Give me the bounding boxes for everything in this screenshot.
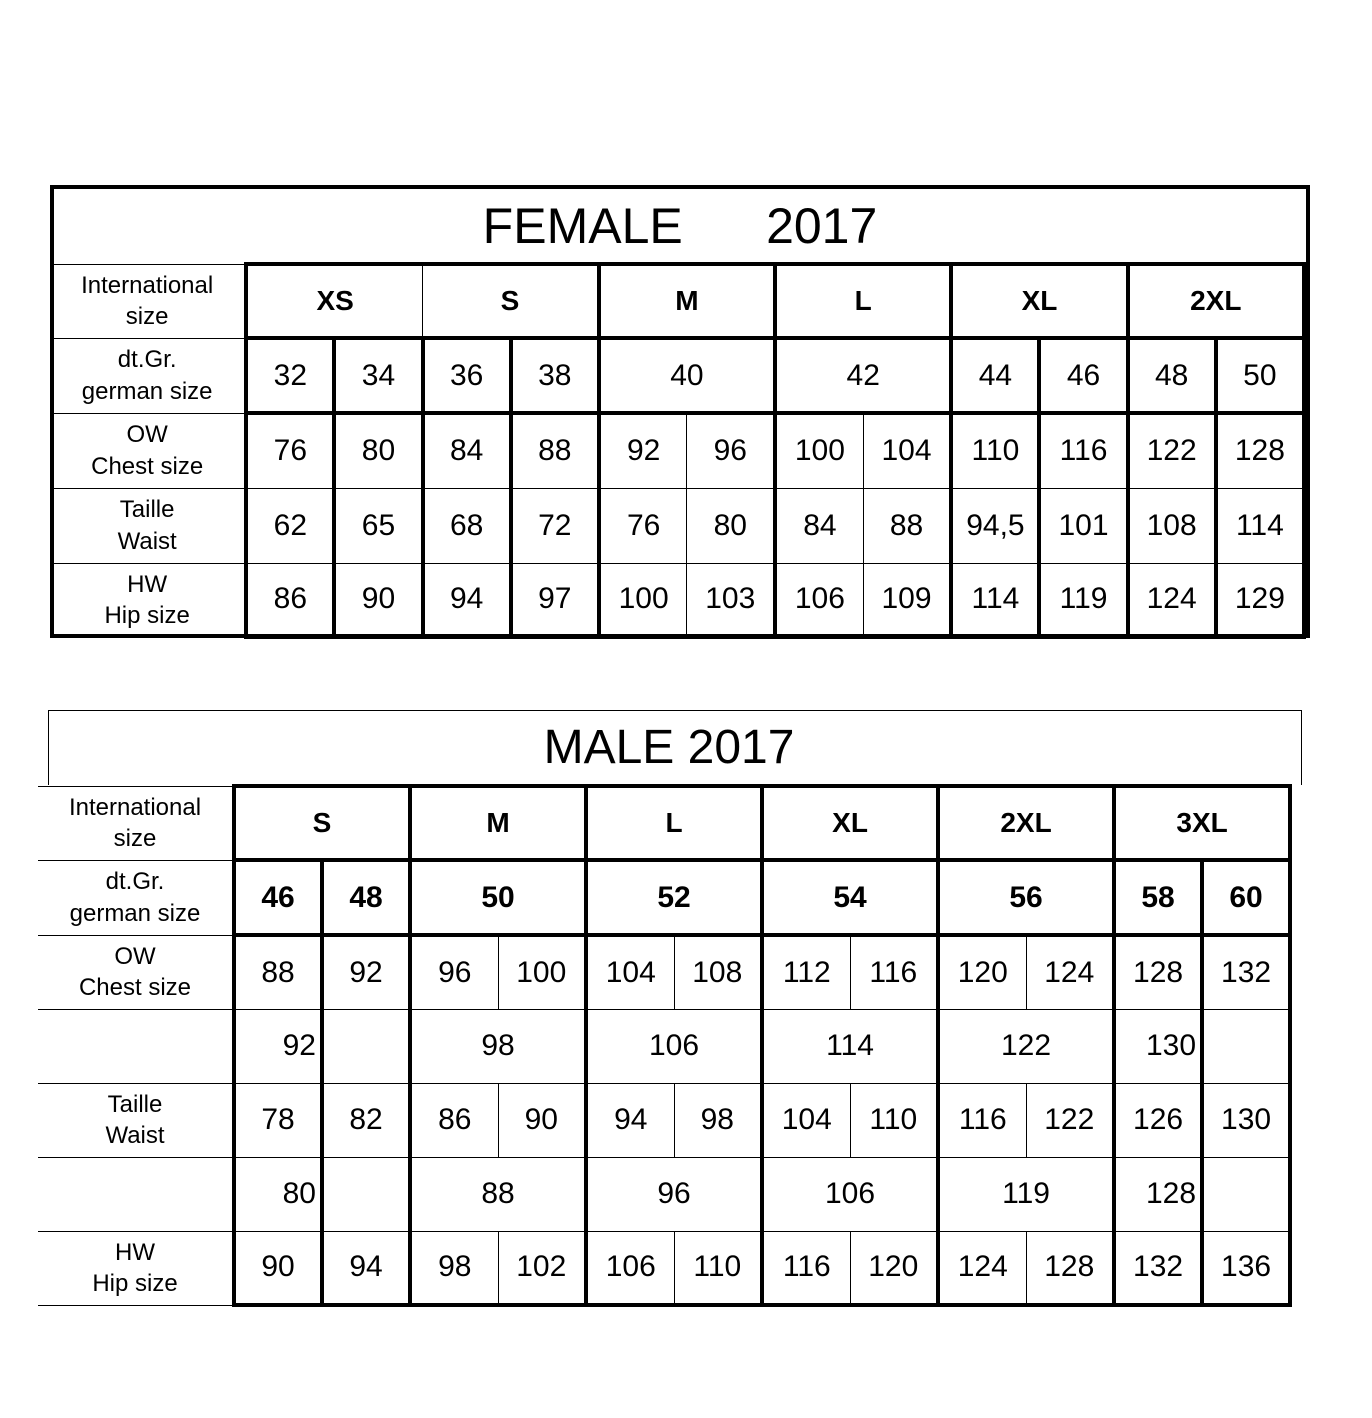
female-hip-cell: 106 xyxy=(775,563,863,637)
male-row-chest xyxy=(38,935,1290,1009)
male-intl-size: L xyxy=(586,786,762,860)
male-intl-size: XL xyxy=(762,786,938,860)
male-label-empty xyxy=(38,1009,234,1083)
male-chest-average: 114 xyxy=(762,1009,938,1083)
female-waist-cell: 72 xyxy=(511,488,599,563)
male-waist-average: 80 xyxy=(234,1157,322,1231)
male-chest-average: 122 xyxy=(938,1009,1114,1083)
male-label-hip: HW Hip size xyxy=(38,1231,234,1305)
male-waist-average: 96 xyxy=(586,1157,762,1231)
female-chest-cell: 80 xyxy=(334,413,422,488)
female-chest-cell: 88 xyxy=(511,413,599,488)
male-chest-average: 92 xyxy=(234,1009,322,1083)
male-label-waist: Taille Waist xyxy=(38,1083,234,1157)
female-row-hip xyxy=(50,563,1304,637)
male-row-waist xyxy=(38,1083,1290,1157)
male-hip-cell: 116 xyxy=(762,1231,850,1305)
female-intl-size: L xyxy=(775,264,951,338)
male-chest-cell: 108 xyxy=(674,935,762,1009)
male-german-size: 56 xyxy=(938,860,1114,935)
male-hip-cell: 94 xyxy=(322,1231,410,1305)
female-german-size: 32 xyxy=(246,338,334,413)
female-hip-cell: 124 xyxy=(1128,563,1216,637)
male-waist-cell: 130 xyxy=(1202,1083,1290,1157)
male-chest-average: 130 xyxy=(1114,1009,1202,1083)
male-hip-cell: 136 xyxy=(1202,1231,1290,1305)
female-german-size: 38 xyxy=(511,338,599,413)
female-row-international xyxy=(50,264,1304,338)
male-size-chart xyxy=(38,710,1300,1308)
female-waist-cell: 80 xyxy=(687,488,775,563)
female-waist-cell: 94,5 xyxy=(951,488,1039,563)
male-chest-cell: 124 xyxy=(1026,935,1114,1009)
male-intl-size: S xyxy=(234,786,410,860)
female-chest-cell: 84 xyxy=(423,413,511,488)
male-waist-cell: 82 xyxy=(322,1083,410,1157)
female-intl-size: S xyxy=(423,264,599,338)
female-intl-size: XS xyxy=(246,264,422,338)
male-waist-cell: 78 xyxy=(234,1083,322,1157)
female-german-size: 50 xyxy=(1216,338,1304,413)
female-hip-cell: 86 xyxy=(246,563,334,637)
female-german-size: 40 xyxy=(599,338,775,413)
male-label-chest: OW Chest size xyxy=(38,935,234,1009)
male-hip-cell: 102 xyxy=(498,1231,586,1305)
male-waist-cell: 94 xyxy=(586,1083,674,1157)
male-german-size: 46 xyxy=(234,860,322,935)
male-chest-cell: 132 xyxy=(1202,935,1290,1009)
female-label-waist: Taille Waist xyxy=(50,488,246,563)
female-hip-cell: 109 xyxy=(863,563,951,637)
male-row-hip xyxy=(38,1231,1290,1305)
female-hip-cell: 97 xyxy=(511,563,599,637)
female-intl-size: 2XL xyxy=(1128,264,1304,338)
female-waist-cell: 84 xyxy=(775,488,863,563)
female-hip-cell: 100 xyxy=(599,563,687,637)
female-waist-cell: 65 xyxy=(334,488,422,563)
female-waist-cell: 108 xyxy=(1128,488,1216,563)
female-waist-cell: 62 xyxy=(246,488,334,563)
male-waist-cell: 116 xyxy=(938,1083,1026,1157)
female-chest-cell: 76 xyxy=(246,413,334,488)
male-chest-cell: 116 xyxy=(850,935,938,1009)
male-chest-cell: 92 xyxy=(322,935,410,1009)
male-german-size: 50 xyxy=(410,860,586,935)
female-intl-size: M xyxy=(599,264,775,338)
male-waist-cell: 104 xyxy=(762,1083,850,1157)
male-label-german: dt.Gr. german size xyxy=(38,860,234,935)
male-row-international xyxy=(38,786,1290,860)
female-waist-cell: 88 xyxy=(863,488,951,563)
male-waist-average: 128 xyxy=(1114,1157,1202,1231)
female-chest-cell: 96 xyxy=(687,413,775,488)
female-chest-cell: 104 xyxy=(863,413,951,488)
male-hip-cell: 128 xyxy=(1026,1231,1114,1305)
male-chest-average: 106 xyxy=(586,1009,762,1083)
male-german-size: 52 xyxy=(586,860,762,935)
male-empty-cell xyxy=(322,1157,410,1231)
male-title: MALE 2017 xyxy=(543,721,795,774)
male-chest-average: 98 xyxy=(410,1009,586,1083)
female-chest-cell: 92 xyxy=(599,413,687,488)
female-german-size: 34 xyxy=(334,338,422,413)
male-german-size: 60 xyxy=(1202,860,1290,935)
male-waist-cell: 110 xyxy=(850,1083,938,1157)
male-row-german xyxy=(38,860,1290,935)
male-intl-size: 3XL xyxy=(1114,786,1290,860)
female-size-table xyxy=(50,262,1306,639)
male-size-table xyxy=(38,784,1292,1307)
female-label-hip: HW Hip size xyxy=(50,563,246,637)
female-row-german xyxy=(50,338,1304,413)
male-hip-cell: 106 xyxy=(586,1231,674,1305)
male-chest-cell: 120 xyxy=(938,935,1026,1009)
male-chest-cell: 88 xyxy=(234,935,322,1009)
male-hip-cell: 90 xyxy=(234,1231,322,1305)
female-german-size: 36 xyxy=(423,338,511,413)
male-german-size: 54 xyxy=(762,860,938,935)
male-label-empty xyxy=(38,1157,234,1231)
male-german-size: 58 xyxy=(1114,860,1202,935)
female-hip-cell: 94 xyxy=(423,563,511,637)
male-intl-size: M xyxy=(410,786,586,860)
male-empty-cell xyxy=(1202,1009,1290,1083)
male-row-waist-average xyxy=(38,1157,1290,1231)
male-hip-cell: 120 xyxy=(850,1231,938,1305)
male-chest-cell: 104 xyxy=(586,935,674,1009)
male-german-size: 48 xyxy=(322,860,410,935)
male-chest-cell: 100 xyxy=(498,935,586,1009)
female-title: FEMALE 2017 xyxy=(482,198,878,254)
female-chest-cell: 110 xyxy=(951,413,1039,488)
female-waist-cell: 76 xyxy=(599,488,687,563)
male-empty-cell xyxy=(322,1009,410,1083)
female-german-size: 44 xyxy=(951,338,1039,413)
male-hip-cell: 98 xyxy=(410,1231,498,1305)
male-empty-cell xyxy=(1202,1157,1290,1231)
female-german-size: 48 xyxy=(1128,338,1216,413)
female-hip-cell: 90 xyxy=(334,563,422,637)
male-waist-cell: 122 xyxy=(1026,1083,1114,1157)
male-hip-cell: 132 xyxy=(1114,1231,1202,1305)
female-hip-cell: 119 xyxy=(1039,563,1127,637)
male-waist-average: 119 xyxy=(938,1157,1114,1231)
female-chest-cell: 116 xyxy=(1039,413,1127,488)
female-chest-cell: 128 xyxy=(1216,413,1304,488)
female-waist-cell: 101 xyxy=(1039,488,1127,563)
female-hip-cell: 129 xyxy=(1216,563,1304,637)
male-intl-size: 2XL xyxy=(938,786,1114,860)
male-row-chest-average xyxy=(38,1009,1290,1083)
female-label-german: dt.Gr. german size xyxy=(50,338,246,413)
male-hip-cell: 110 xyxy=(674,1231,762,1305)
female-row-waist xyxy=(50,488,1304,563)
male-waist-cell: 126 xyxy=(1114,1083,1202,1157)
female-intl-size: XL xyxy=(951,264,1127,338)
male-chest-cell: 96 xyxy=(410,935,498,1009)
female-waist-cell: 68 xyxy=(423,488,511,563)
male-waist-cell: 98 xyxy=(674,1083,762,1157)
male-waist-cell: 90 xyxy=(498,1083,586,1157)
female-label-international: International size xyxy=(50,264,246,338)
female-waist-cell: 114 xyxy=(1216,488,1304,563)
female-row-chest xyxy=(50,413,1304,488)
female-label-chest: OW Chest size xyxy=(50,413,246,488)
female-chest-cell: 100 xyxy=(775,413,863,488)
female-size-chart xyxy=(50,185,1310,638)
male-label-international: International size xyxy=(38,786,234,860)
female-chest-cell: 122 xyxy=(1128,413,1216,488)
male-waist-average: 88 xyxy=(410,1157,586,1231)
male-chest-cell: 112 xyxy=(762,935,850,1009)
male-waist-average: 106 xyxy=(762,1157,938,1231)
female-german-size: 46 xyxy=(1039,338,1127,413)
female-german-size: 42 xyxy=(775,338,951,413)
male-hip-cell: 124 xyxy=(938,1231,1026,1305)
male-chest-cell: 128 xyxy=(1114,935,1202,1009)
female-hip-cell: 114 xyxy=(951,563,1039,637)
female-hip-cell: 103 xyxy=(687,563,775,637)
male-waist-cell: 86 xyxy=(410,1083,498,1157)
